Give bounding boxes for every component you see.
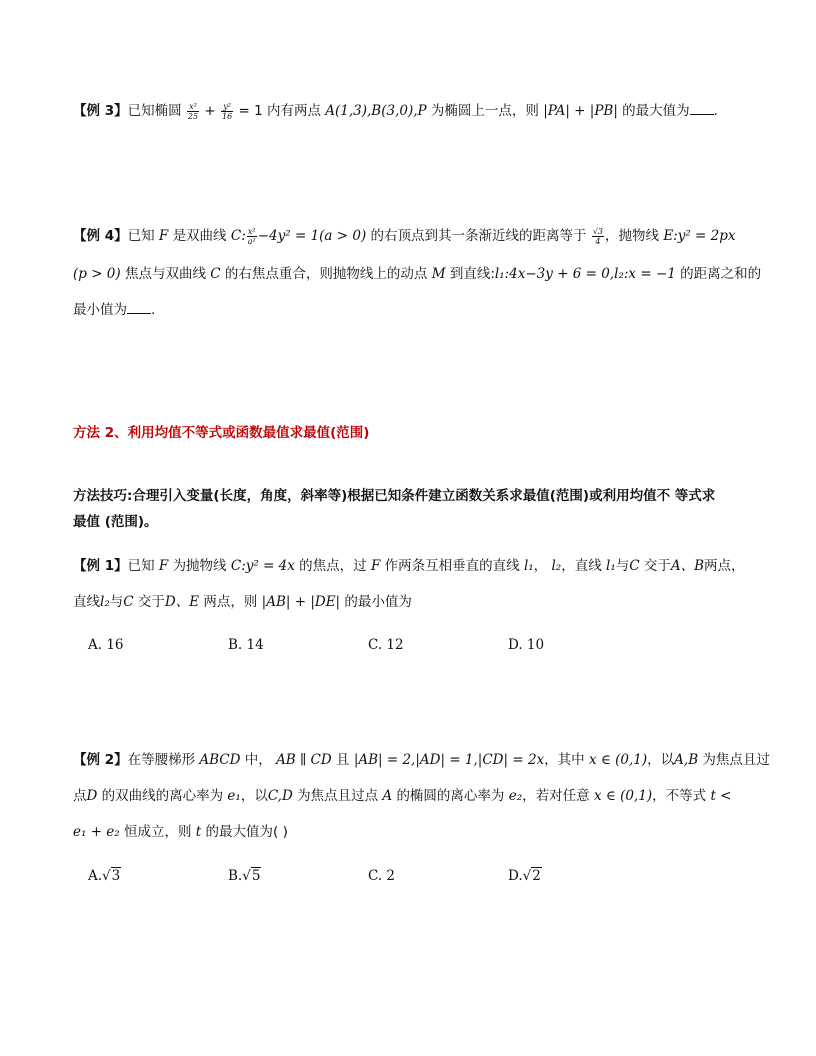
example-1-tag: 【例 1】 xyxy=(73,558,128,574)
ex3-text-2: = 1 内有两点 xyxy=(238,103,321,119)
ex1-option-d[interactable]: D. 10 xyxy=(508,637,545,653)
ex4-sfrac-den: 4 xyxy=(595,236,601,246)
ex1-expression: |AB| + |DE| xyxy=(261,594,341,610)
ex2-option-c[interactable]: C. 2 xyxy=(368,868,396,884)
ex2-option-d-radicand: 2 xyxy=(532,868,541,884)
ex1-AB: A、B xyxy=(670,558,705,574)
ex3-frac-y-den: 16 xyxy=(221,111,233,121)
ex1-text-l2b: 与 xyxy=(109,594,124,610)
method-2-tip-line-1: 方法技巧:合理引入变量(长度，角度，斜率等)根据已知条件建立函数关系求最值(范围)或利用均值不 等式求 xyxy=(73,488,716,504)
ex1-text-f: ，直线 xyxy=(561,558,602,574)
ex2-x-range-2: x ∈ (0,1) xyxy=(593,788,653,804)
ex1-text-l2c: 交于 xyxy=(137,594,165,610)
ex1-text-g: 与 xyxy=(615,558,630,574)
ex1-option-c[interactable]: C. 12 xyxy=(368,637,404,653)
ex2-text-f: 为焦点且过 xyxy=(702,752,770,768)
ex3-expression: |PA| + |PB| xyxy=(543,103,618,119)
ex2-text-l2a: 点 xyxy=(73,788,87,804)
ex3-text-4: 的最大值为 xyxy=(622,103,690,119)
ex2-CD: C,D xyxy=(267,788,293,804)
ex2-text-l2d: 为焦点且过点 xyxy=(297,788,379,804)
ex2-A: A xyxy=(382,788,393,804)
ex3-end: . xyxy=(713,103,718,119)
ex2-AB: A,B xyxy=(674,752,699,768)
ex4-answer-blank[interactable] xyxy=(127,301,151,314)
example-2-tag: 【例 2】 xyxy=(73,752,128,768)
sqrt-icon: √2 xyxy=(522,868,541,884)
ex2-text-l2g: ，不等式 xyxy=(652,788,707,804)
ex3-frac-x-den: 25 xyxy=(187,111,199,121)
ex4-text-d: 的右顶点到其一条渐近线的距离等于 xyxy=(370,228,587,244)
ex2-ABCD: ABCD xyxy=(199,752,241,768)
ex1-text-b: 为抛物线 xyxy=(172,558,227,574)
ex4-text-e: ，抛物线 xyxy=(605,228,660,244)
ex4-text-l2d: 到直线: xyxy=(449,266,495,282)
ex3-fraction-y xyxy=(221,102,233,121)
ex2-text-l3b: 的最大值为( ) xyxy=(205,824,288,840)
ex2-text-e: ，以 xyxy=(647,752,675,768)
ex2-option-a-radicand: 3 xyxy=(111,868,121,884)
ex2-option-d-label: D. xyxy=(508,868,523,884)
ex3-text-3: 为椭圆上一点，则 xyxy=(430,103,539,119)
ex4-C2: C xyxy=(210,266,221,282)
ex2-parallel: AB ∥ CD xyxy=(276,752,332,768)
example-2-line-2 xyxy=(73,786,731,806)
ex4-text-l2e: 的距离之和的 xyxy=(680,266,762,282)
example-1-line-1 xyxy=(73,556,745,576)
ex3-plus: + xyxy=(204,103,216,119)
ex2-option-a[interactable] xyxy=(88,868,121,884)
ex2-e1: e₁ xyxy=(227,788,241,804)
ex1-text-h: 交于 xyxy=(643,558,671,574)
ex2-text-c: 且 xyxy=(336,752,350,768)
method-2-tip-line-2: 最值 (范围)。 xyxy=(73,514,158,530)
ex2-text-l2b: 的双曲线的离心率为 xyxy=(101,788,224,804)
ex1-text-l2d: 两点，则 xyxy=(203,594,258,610)
ex2-text-d: ，其中 xyxy=(544,752,585,768)
ex2-text-l2e: 的椭圆的离心率为 xyxy=(396,788,505,804)
ex3-fraction-x xyxy=(187,102,199,121)
ex2-D: D xyxy=(86,788,98,804)
ex4-p-cond: (p > 0) xyxy=(73,266,121,282)
ex1-parabola: C:y² = 4x xyxy=(230,558,295,574)
example-1-line-2 xyxy=(73,592,412,612)
ex3-answer-blank[interactable] xyxy=(690,102,714,115)
ex2-t: t xyxy=(195,824,202,840)
ex4-M: M xyxy=(431,266,446,282)
ex1-text-i: 两点， xyxy=(704,558,745,574)
ex4-sqrt-fraction xyxy=(592,227,604,246)
ex2-text-b: 中， xyxy=(244,752,272,768)
ex2-text-l3a: 恒成立，则 xyxy=(124,824,192,840)
ex1-option-a[interactable]: A. 16 xyxy=(88,637,124,653)
ex1-F: F xyxy=(158,558,169,574)
example-2-line-1 xyxy=(73,750,770,770)
ex1-l1b: l₁ xyxy=(606,558,616,574)
ex3-frac-y-num: y² xyxy=(221,102,233,112)
ex2-option-d[interactable] xyxy=(508,868,542,884)
ex2-conditions: |AB| = 2,|AD| = 1,|CD| = 2x xyxy=(353,752,545,768)
ex4-frac-den: a² xyxy=(247,236,256,246)
ex4-lines: l₁:4x−3y + 6 = 0,l₂:x = −1 xyxy=(494,266,676,282)
ex1-l2: l₂ xyxy=(551,558,562,574)
ex1-F2: F xyxy=(370,558,381,574)
example-3-line xyxy=(73,101,718,121)
example-4-line-2 xyxy=(73,264,761,284)
ex1-C2: C xyxy=(629,558,640,574)
ex3-text-1: 已知椭圆 xyxy=(127,103,182,119)
example-3-tag: 【例 3】 xyxy=(73,103,128,119)
ex4-C: C: xyxy=(230,228,246,244)
ex1-text-c: 的焦点，过 xyxy=(299,558,367,574)
ex4-text-b: 是双曲线 xyxy=(172,228,227,244)
ex4-text-l3: 最小值为 xyxy=(73,302,127,318)
ex2-e2: e₂ xyxy=(508,788,523,804)
ex1-text-l2a: 直线 xyxy=(73,594,100,610)
ex1-text-l2e: 的最小值为 xyxy=(344,594,412,610)
ex1-DE: D、E xyxy=(164,594,200,610)
ex1-C3: C xyxy=(123,594,134,610)
ex2-option-a-label: A. xyxy=(88,868,103,884)
ex2-x-range: x ∈ (0,1) xyxy=(588,752,648,768)
ex4-frac-num: x² xyxy=(247,226,256,236)
ex1-comma: ， xyxy=(533,558,548,574)
ex2-text-l2f: ，若对任意 xyxy=(522,788,590,804)
ex2-e-sum: e₁ + e₂ xyxy=(73,824,120,840)
ex4-fraction xyxy=(247,227,257,246)
ex2-option-b-label: B. xyxy=(228,868,243,884)
ex4-text-l2b: 焦点与双曲线 xyxy=(124,266,206,282)
ex1-text-a: 已知 xyxy=(127,558,155,574)
ex2-option-b-radicand: 5 xyxy=(251,868,261,884)
ex2-text-a: 在等腰梯形 xyxy=(127,752,196,768)
method-2-title: 方法 2、利用均值不等式或函数最值求最值(范围) xyxy=(73,425,370,441)
example-4-tag: 【例 4】 xyxy=(73,228,128,244)
sqrt-icon: √5 xyxy=(242,868,261,884)
ex4-sfrac-num: √3 xyxy=(592,226,604,236)
ex4-parabola: E:y² = 2px xyxy=(663,228,736,244)
ex1-l2b: l₂ xyxy=(100,594,110,610)
ex2-text-l2c: ，以 xyxy=(240,788,268,804)
ex4-hyperbola: −4y² = 1(a > 0) xyxy=(257,228,367,244)
ex2-t-ineq: t < xyxy=(710,788,732,804)
example-2-line-3 xyxy=(73,822,288,842)
example-4-line-1 xyxy=(73,226,736,246)
ex4-text-l2c: 的右焦点重合，则抛物线上的动点 xyxy=(224,266,428,282)
sqrt-icon: √3 xyxy=(102,868,121,884)
ex2-option-b[interactable] xyxy=(228,868,261,884)
ex4-text-a: 已知 xyxy=(127,228,155,244)
ex3-points: A(1,3),B(3,0),P xyxy=(325,103,427,119)
ex1-option-b[interactable]: B. 14 xyxy=(228,637,264,653)
ex4-end: . xyxy=(151,302,156,318)
ex1-text-d: 作两条互相垂直的直线 xyxy=(384,558,520,574)
ex3-frac-x-num: x² xyxy=(187,102,199,112)
example-4-line-3 xyxy=(73,300,155,320)
ex4-F: F xyxy=(158,228,169,244)
ex1-l1: l₁ xyxy=(523,558,534,574)
